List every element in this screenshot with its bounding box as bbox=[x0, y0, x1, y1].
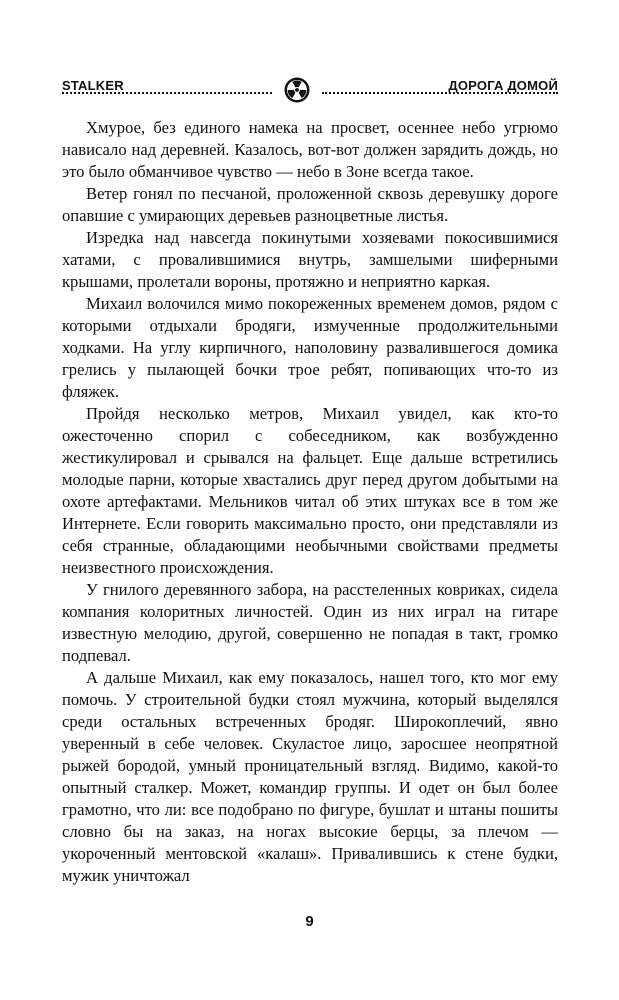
running-header bbox=[62, 76, 558, 106]
paragraph: Ветер гонял по песчаной, проложенной сквозь деревушку дороге опавшие с умирающих деревьев разноцветные листья. bbox=[62, 184, 558, 225]
book-title: ДОРОГА ДОМОЙ bbox=[448, 78, 558, 93]
body-text bbox=[62, 117, 558, 887]
paragraph: Пройдя несколько метров, Михаил увидел, как кто-то ожесточенно спорил с собеседником, как возбужденно жестикулировал и срывался на фальцет. Еще дальше встретились молодые парни, которые хвастались друг перед другом добытыми на охоте артефактами. Мельников читал об этих штуках все в том же Интернете. Если говорить максимально просто, они представляли из себя странные, обладающими необычными свойствами предметы неизвестного происхождения. bbox=[62, 404, 558, 577]
paragraph: Михаил волочился мимо покореженных временем домов, рядом с которыми отдыхали бродяги, измученные продолжительными ходками. На углу кирпичного, наполовину развалившегося домика грелись у пылающей бочки трое ребят, попивающих что-то из фляжек. bbox=[62, 294, 558, 401]
series-title: STALKER bbox=[62, 78, 124, 93]
paragraph: Хмурое, без единого намека на просвет, осеннее небо угрюмо нависало над деревней. Казалось, вот-вот должен зарядить дождь, но это было обманчивое чувство — небо в Зоне всегда такое. bbox=[62, 118, 558, 181]
paragraph: А дальше Михаил, как ему показалось, нашел того, кто мог ему помочь. У строительной будки стоял мужчина, который выделялся среди остальных встреченных бродяг. Широкоплечий, явно уверенный в себе человек. Скуластое лицо, заросшее неопрятной рыжей бородой, умный проницательный взгляд. Видимо, какой-то опытный сталкер. Может, командир группы. И одет он был более грамотно, что ли: все подобрано по фигуре, бушлат и штаны пошиты словно бы на заказ, на ногах высокие берцы, за плечом — укороченный ментовской «калаш». Привалившись к стене будки, мужик уничтожал bbox=[62, 668, 558, 885]
paragraph: Изредка над навсегда покинутыми хозяевами покосившимися хатами, с провалившимися внутрь, замшелыми шиферными крышами, пролетали вороны, протяжно и неприятно каркая. bbox=[62, 228, 558, 291]
page-number: 9 bbox=[305, 913, 314, 930]
radiation-hazard-icon bbox=[283, 76, 311, 104]
header-dotted-leader-left bbox=[62, 92, 272, 94]
paragraph: У гнилого деревянного забора, на расстеленных ковриках, сидела компания колоритных личностей. Один из них играл на гитаре известную мелодию, другой, совершенно не попадая в такт, громко подпевал. bbox=[62, 580, 558, 665]
